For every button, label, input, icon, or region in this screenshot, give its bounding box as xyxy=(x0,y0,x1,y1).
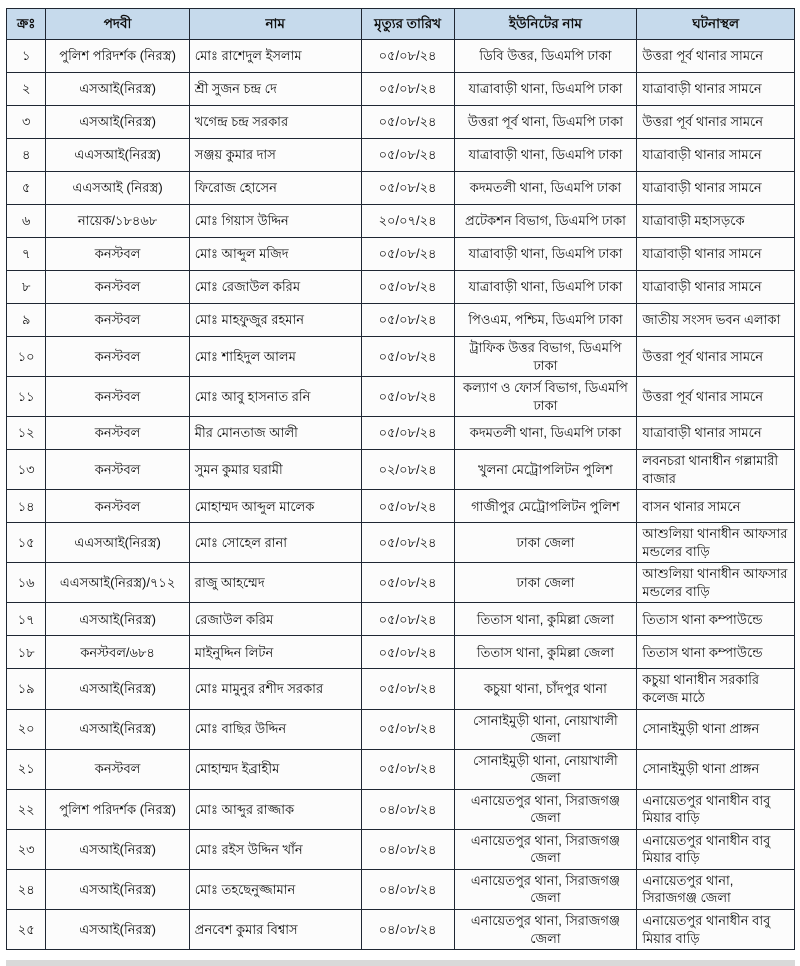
serial-cell: ২ xyxy=(7,73,46,106)
serial-cell: ৯ xyxy=(7,304,46,337)
death-date-cell: ০৫/০৮/২৪ xyxy=(361,523,454,563)
name-cell: মোঃ আব্দুর রাজ্জাক xyxy=(189,789,361,829)
serial-cell: ৩ xyxy=(7,106,46,139)
table-row xyxy=(7,139,795,172)
location-cell: সোনাইমুড়ী থানা প্রাঙ্গন xyxy=(637,749,795,789)
designation-cell: কনস্টবল xyxy=(46,304,189,337)
name-cell: সঞ্জয় কুমার দাস xyxy=(189,139,361,172)
table-row xyxy=(7,563,795,603)
unit-cell: যাত্রাবাড়ী থানা, ডিএমপি ঢাকা xyxy=(454,238,637,271)
designation-cell: কনস্টবল xyxy=(46,337,189,377)
name-cell: মোঃ আব্দুল মজিদ xyxy=(189,238,361,271)
designation-cell: কনস্টবল xyxy=(46,377,189,417)
table-row xyxy=(7,377,795,417)
table-row xyxy=(7,669,795,709)
unit-cell: কদমতলী থানা, ডিএমপি ঢাকা xyxy=(454,417,637,450)
designation-cell: কনস্টবল xyxy=(46,749,189,789)
table-row xyxy=(7,450,795,490)
unit-cell: খুলনা মেট্রোপলিটন পুলিশ xyxy=(454,450,637,490)
table-row xyxy=(7,709,795,749)
name-cell: মোঃ তহছেনুজ্জামান xyxy=(189,869,361,909)
name-cell: মোঃ মাহফুজুর রহমান xyxy=(189,304,361,337)
table-row xyxy=(7,73,795,106)
name-cell: মাইনুদ্দিন লিটন xyxy=(189,636,361,669)
table-row xyxy=(7,238,795,271)
serial-cell: ২৪ xyxy=(7,869,46,909)
unit-cell: যাত্রাবাড়ী থানা, ডিএমপি ঢাকা xyxy=(454,73,637,106)
designation-cell: কনস্টবল xyxy=(46,490,189,523)
serial-cell: ৪ xyxy=(7,139,46,172)
table-row xyxy=(7,789,795,829)
table-row xyxy=(7,523,795,563)
location-cell: উত্তরা পূর্ব থানার সামনে xyxy=(637,106,795,139)
table-row xyxy=(7,271,795,304)
death-date-cell: ০৫/০৮/২৪ xyxy=(361,40,454,73)
serial-cell: ১৩ xyxy=(7,450,46,490)
serial-cell: ১২ xyxy=(7,417,46,450)
serial-cell: ১৭ xyxy=(7,603,46,636)
name-cell: মোঃ মামুনুর রশীদ সরকার xyxy=(189,669,361,709)
designation-cell: এসআই(নিরস্ত্র) xyxy=(46,910,189,950)
designation-cell: এসআই(নিরস্ত্র) xyxy=(46,829,189,869)
death-date-cell: ০৫/০৮/২৪ xyxy=(361,271,454,304)
header-row xyxy=(7,9,795,40)
location-cell: যাত্রাবাড়ী থানার সামনে xyxy=(637,238,795,271)
name-cell: মোঃ আবু হাসনাত রনি xyxy=(189,377,361,417)
designation-cell: এএসআই (নিরস্ত্র) xyxy=(46,172,189,205)
location-cell: যাত্রাবাড়ী থানার সামনে xyxy=(637,271,795,304)
table-row xyxy=(7,869,795,909)
serial-cell: ৬ xyxy=(7,205,46,238)
header-death-date: মৃত্যুর তারিখ xyxy=(361,9,454,40)
death-date-cell: ০৫/০৮/২৪ xyxy=(361,139,454,172)
designation-cell: এসআই(নিরস্ত্র) xyxy=(46,669,189,709)
unit-cell: তিতাস থানা, কুমিল্লা জেলা xyxy=(454,636,637,669)
location-cell: তিতাস থানা কম্পাউন্ডে xyxy=(637,636,795,669)
serial-cell: ২১ xyxy=(7,749,46,789)
location-cell: লবনচরা থানাধীন গল্লামারী বাজার xyxy=(637,450,795,490)
unit-cell: এনায়েতপুর থানা, সিরাজগঞ্জ জেলা xyxy=(454,910,637,950)
table-row xyxy=(7,749,795,789)
name-cell: মোহাম্মদ ইব্রাহীম xyxy=(189,749,361,789)
name-cell: সুমন কুমার ঘরামী xyxy=(189,450,361,490)
table-row xyxy=(7,910,795,950)
name-cell: মীর মোনতাজ আলী xyxy=(189,417,361,450)
designation-cell: কনস্টবল/৬৮৪ xyxy=(46,636,189,669)
location-cell: বাসন থানার সামনে xyxy=(637,490,795,523)
death-date-cell: ০৫/০৮/২৪ xyxy=(361,304,454,337)
designation-cell: কনস্টবল xyxy=(46,417,189,450)
unit-cell: এনায়েতপুর থানা, সিরাজগঞ্জ জেলা xyxy=(454,829,637,869)
location-cell: যাত্রাবাড়ী থানার সামনে xyxy=(637,139,795,172)
table-row xyxy=(7,603,795,636)
location-cell: আশুলিয়া থানাধীন আফসার মন্ডলের বাড়ি xyxy=(637,523,795,563)
location-cell: তিতাস থানা কম্পাউন্ডে xyxy=(637,603,795,636)
name-cell: মোঃ রইস উদ্দিন খাঁন xyxy=(189,829,361,869)
name-cell: রাজু আহম্মেদ xyxy=(189,563,361,603)
unit-cell: এনায়েতপুর থানা, সিরাজগঞ্জ জেলা xyxy=(454,789,637,829)
serial-cell: ৭ xyxy=(7,238,46,271)
header-designation: পদবী xyxy=(46,9,189,40)
serial-cell: ১০ xyxy=(7,337,46,377)
unit-cell: সোনাইমুড়ী থানা, নোয়াখালী জেলা xyxy=(454,709,637,749)
table-row xyxy=(7,337,795,377)
header-name: নাম xyxy=(189,9,361,40)
death-date-cell: ০৫/০৮/২৪ xyxy=(361,238,454,271)
location-cell: এনায়েতপুর থানাধীন বাবু মিয়ার বাড়ি xyxy=(637,829,795,869)
designation-cell: এসআই(নিরস্ত্র) xyxy=(46,106,189,139)
unit-cell: কল্যাণ ও ফোর্স বিভাগ, ডিএমপি ঢাকা xyxy=(454,377,637,417)
unit-cell: সোনাইমুড়ী থানা, নোয়াখালী জেলা xyxy=(454,749,637,789)
location-cell: যাত্রাবাড়ী থানার সামনে xyxy=(637,172,795,205)
death-date-cell: ০৫/০৮/২৪ xyxy=(361,417,454,450)
death-date-cell: ২০/০৭/২৪ xyxy=(361,205,454,238)
table-row xyxy=(7,490,795,523)
location-cell: উত্তরা পূর্ব থানার সামনে xyxy=(637,377,795,417)
designation-cell: পুলিশ পরিদর্শক (নিরস্ত্র) xyxy=(46,40,189,73)
unit-cell: ঢাকা জেলা xyxy=(454,523,637,563)
page-bottom-edge xyxy=(6,960,795,966)
serial-cell: ২২ xyxy=(7,789,46,829)
unit-cell: ডিবি উত্তর, ডিএমপি ঢাকা xyxy=(454,40,637,73)
serial-cell: ১৯ xyxy=(7,669,46,709)
table-row xyxy=(7,205,795,238)
designation-cell: কনস্টবল xyxy=(46,238,189,271)
table-row xyxy=(7,636,795,669)
name-cell: রেজাউল করিম xyxy=(189,603,361,636)
header-unit: ইউনিটের নাম xyxy=(454,9,637,40)
location-cell: উত্তরা পূর্ব থানার সামনে xyxy=(637,40,795,73)
serial-cell: ১৬ xyxy=(7,563,46,603)
location-cell: কচুয়া থানাধীন সরকারি কলেজ মাঠে xyxy=(637,669,795,709)
name-cell: খগেন্দ্র চন্দ্র সরকার xyxy=(189,106,361,139)
location-cell: সোনাইমুড়ী থানা প্রাঙ্গন xyxy=(637,709,795,749)
designation-cell: এএসআই(নিরস্ত্র) xyxy=(46,523,189,563)
serial-cell: ১৮ xyxy=(7,636,46,669)
table-row xyxy=(7,417,795,450)
death-date-cell: ০৫/০৮/২৪ xyxy=(361,669,454,709)
death-date-cell: ০২/০৮/২৪ xyxy=(361,450,454,490)
death-date-cell: ০৫/০৮/২৪ xyxy=(361,563,454,603)
table-row xyxy=(7,172,795,205)
location-cell: উত্তরা পূর্ব থানার সামনে xyxy=(637,337,795,377)
location-cell: যাত্রাবাড়ী থানার সামনে xyxy=(637,417,795,450)
police-casualty-table xyxy=(6,8,795,950)
location-cell: আশুলিয়া থানাধীন আফসার মন্ডলের বাড়ি xyxy=(637,563,795,603)
header-serial: ক্রঃ xyxy=(7,9,46,40)
serial-cell: ২৫ xyxy=(7,910,46,950)
name-cell: মোঃ শাহিদুল আলম xyxy=(189,337,361,377)
name-cell: শ্রী সুজন চন্দ্র দে xyxy=(189,73,361,106)
name-cell: মোঃ গিয়াস উদ্দিন xyxy=(189,205,361,238)
unit-cell: প্রটেকশন বিভাগ, ডিএমপি ঢাকা xyxy=(454,205,637,238)
death-date-cell: ০৫/০৮/২৪ xyxy=(361,337,454,377)
unit-cell: গাজীপুর মেট্রোপলিটন পুলিশ xyxy=(454,490,637,523)
location-cell: এনায়েতপুর থানা, সিরাজগঞ্জ জেলা xyxy=(637,869,795,909)
designation-cell: নায়েক/১৮৪৬৮ xyxy=(46,205,189,238)
location-cell: যাত্রাবাড়ী মহাসড়কে xyxy=(637,205,795,238)
designation-cell: কনস্টবল xyxy=(46,271,189,304)
unit-cell: যাত্রাবাড়ী থানা, ডিএমপি ঢাকা xyxy=(454,139,637,172)
name-cell: মোহাম্মদ আব্দুল মালেক xyxy=(189,490,361,523)
unit-cell: ঢাকা জেলা xyxy=(454,563,637,603)
designation-cell: এসআই(নিরস্ত্র) xyxy=(46,709,189,749)
death-date-cell: ০৪/০৮/২৪ xyxy=(361,869,454,909)
unit-cell: ট্রাফিক উত্তর বিভাগ, ডিএমপি ঢাকা xyxy=(454,337,637,377)
death-date-cell: ০৫/০৮/২৪ xyxy=(361,490,454,523)
death-date-cell: ০৫/০৮/২৪ xyxy=(361,73,454,106)
death-date-cell: ০৫/০৮/২৪ xyxy=(361,603,454,636)
designation-cell: পুলিশ পরিদর্শক (নিরস্ত্র) xyxy=(46,789,189,829)
serial-cell: ১ xyxy=(7,40,46,73)
name-cell: মোঃ রাশেদুল ইসলাম xyxy=(189,40,361,73)
header-location: ঘটনাস্থল xyxy=(637,9,795,40)
location-cell: এনায়েতপুর থানাধীন বাবু মিয়ার বাড়ি xyxy=(637,789,795,829)
death-date-cell: ০৫/০৮/২৪ xyxy=(361,749,454,789)
unit-cell: এনায়েতপুর থানা, সিরাজগঞ্জ জেলা xyxy=(454,869,637,909)
serial-cell: ২০ xyxy=(7,709,46,749)
designation-cell: কনস্টবল xyxy=(46,450,189,490)
death-date-cell: ০৪/০৮/২৪ xyxy=(361,829,454,869)
death-date-cell: ০৫/০৮/২৪ xyxy=(361,172,454,205)
table-row xyxy=(7,106,795,139)
death-date-cell: ০৪/০৮/২৪ xyxy=(361,789,454,829)
serial-cell: ১৪ xyxy=(7,490,46,523)
serial-cell: ৫ xyxy=(7,172,46,205)
designation-cell: এএসআই(নিরস্ত্র) xyxy=(46,139,189,172)
unit-cell: পিওএম, পশ্চিম, ডিএমপি ঢাকা xyxy=(454,304,637,337)
name-cell: ফিরোজ হোসেন xyxy=(189,172,361,205)
table-row xyxy=(7,304,795,337)
name-cell: মোঃ বাছির উদ্দিন xyxy=(189,709,361,749)
location-cell: এনায়েতপুর থানাধীন বাবু মিয়ার বাড়ি xyxy=(637,910,795,950)
table-row xyxy=(7,829,795,869)
name-cell: মোঃ রেজাউল করিম xyxy=(189,271,361,304)
unit-cell: উত্তরা পূর্ব থানা, ডিএমপি ঢাকা xyxy=(454,106,637,139)
designation-cell: এসআই(নিরস্ত্র) xyxy=(46,603,189,636)
unit-cell: কচুয়া থানা, চাঁদপুর থানা xyxy=(454,669,637,709)
serial-cell: ১১ xyxy=(7,377,46,417)
death-date-cell: ০৫/০৮/২৪ xyxy=(361,106,454,139)
name-cell: প্রনবেশ কুমার বিশ্বাস xyxy=(189,910,361,950)
table-row xyxy=(7,40,795,73)
unit-cell: যাত্রাবাড়ী থানা, ডিএমপি ঢাকা xyxy=(454,271,637,304)
unit-cell: তিতাস থানা, কুমিল্লা জেলা xyxy=(454,603,637,636)
death-date-cell: ০৪/০৮/২৪ xyxy=(361,910,454,950)
serial-cell: ২৩ xyxy=(7,829,46,869)
designation-cell: এএসআই(নিরস্ত্র)/৭১২ xyxy=(46,563,189,603)
designation-cell: এসআই(নিরস্ত্র) xyxy=(46,73,189,106)
location-cell: জাতীয় সংসদ ভবন এলাকা xyxy=(637,304,795,337)
unit-cell: কদমতলী থানা, ডিএমপি ঢাকা xyxy=(454,172,637,205)
death-date-cell: ০৫/০৮/২৪ xyxy=(361,636,454,669)
serial-cell: ৮ xyxy=(7,271,46,304)
designation-cell: এসআই(নিরস্ত্র) xyxy=(46,869,189,909)
serial-cell: ১৫ xyxy=(7,523,46,563)
death-date-cell: ০৫/০৮/২৪ xyxy=(361,377,454,417)
name-cell: মোঃ সোহেল রানা xyxy=(189,523,361,563)
death-date-cell: ০৫/০৮/২৪ xyxy=(361,709,454,749)
location-cell: যাত্রাবাড়ী থানার সামনে xyxy=(637,73,795,106)
